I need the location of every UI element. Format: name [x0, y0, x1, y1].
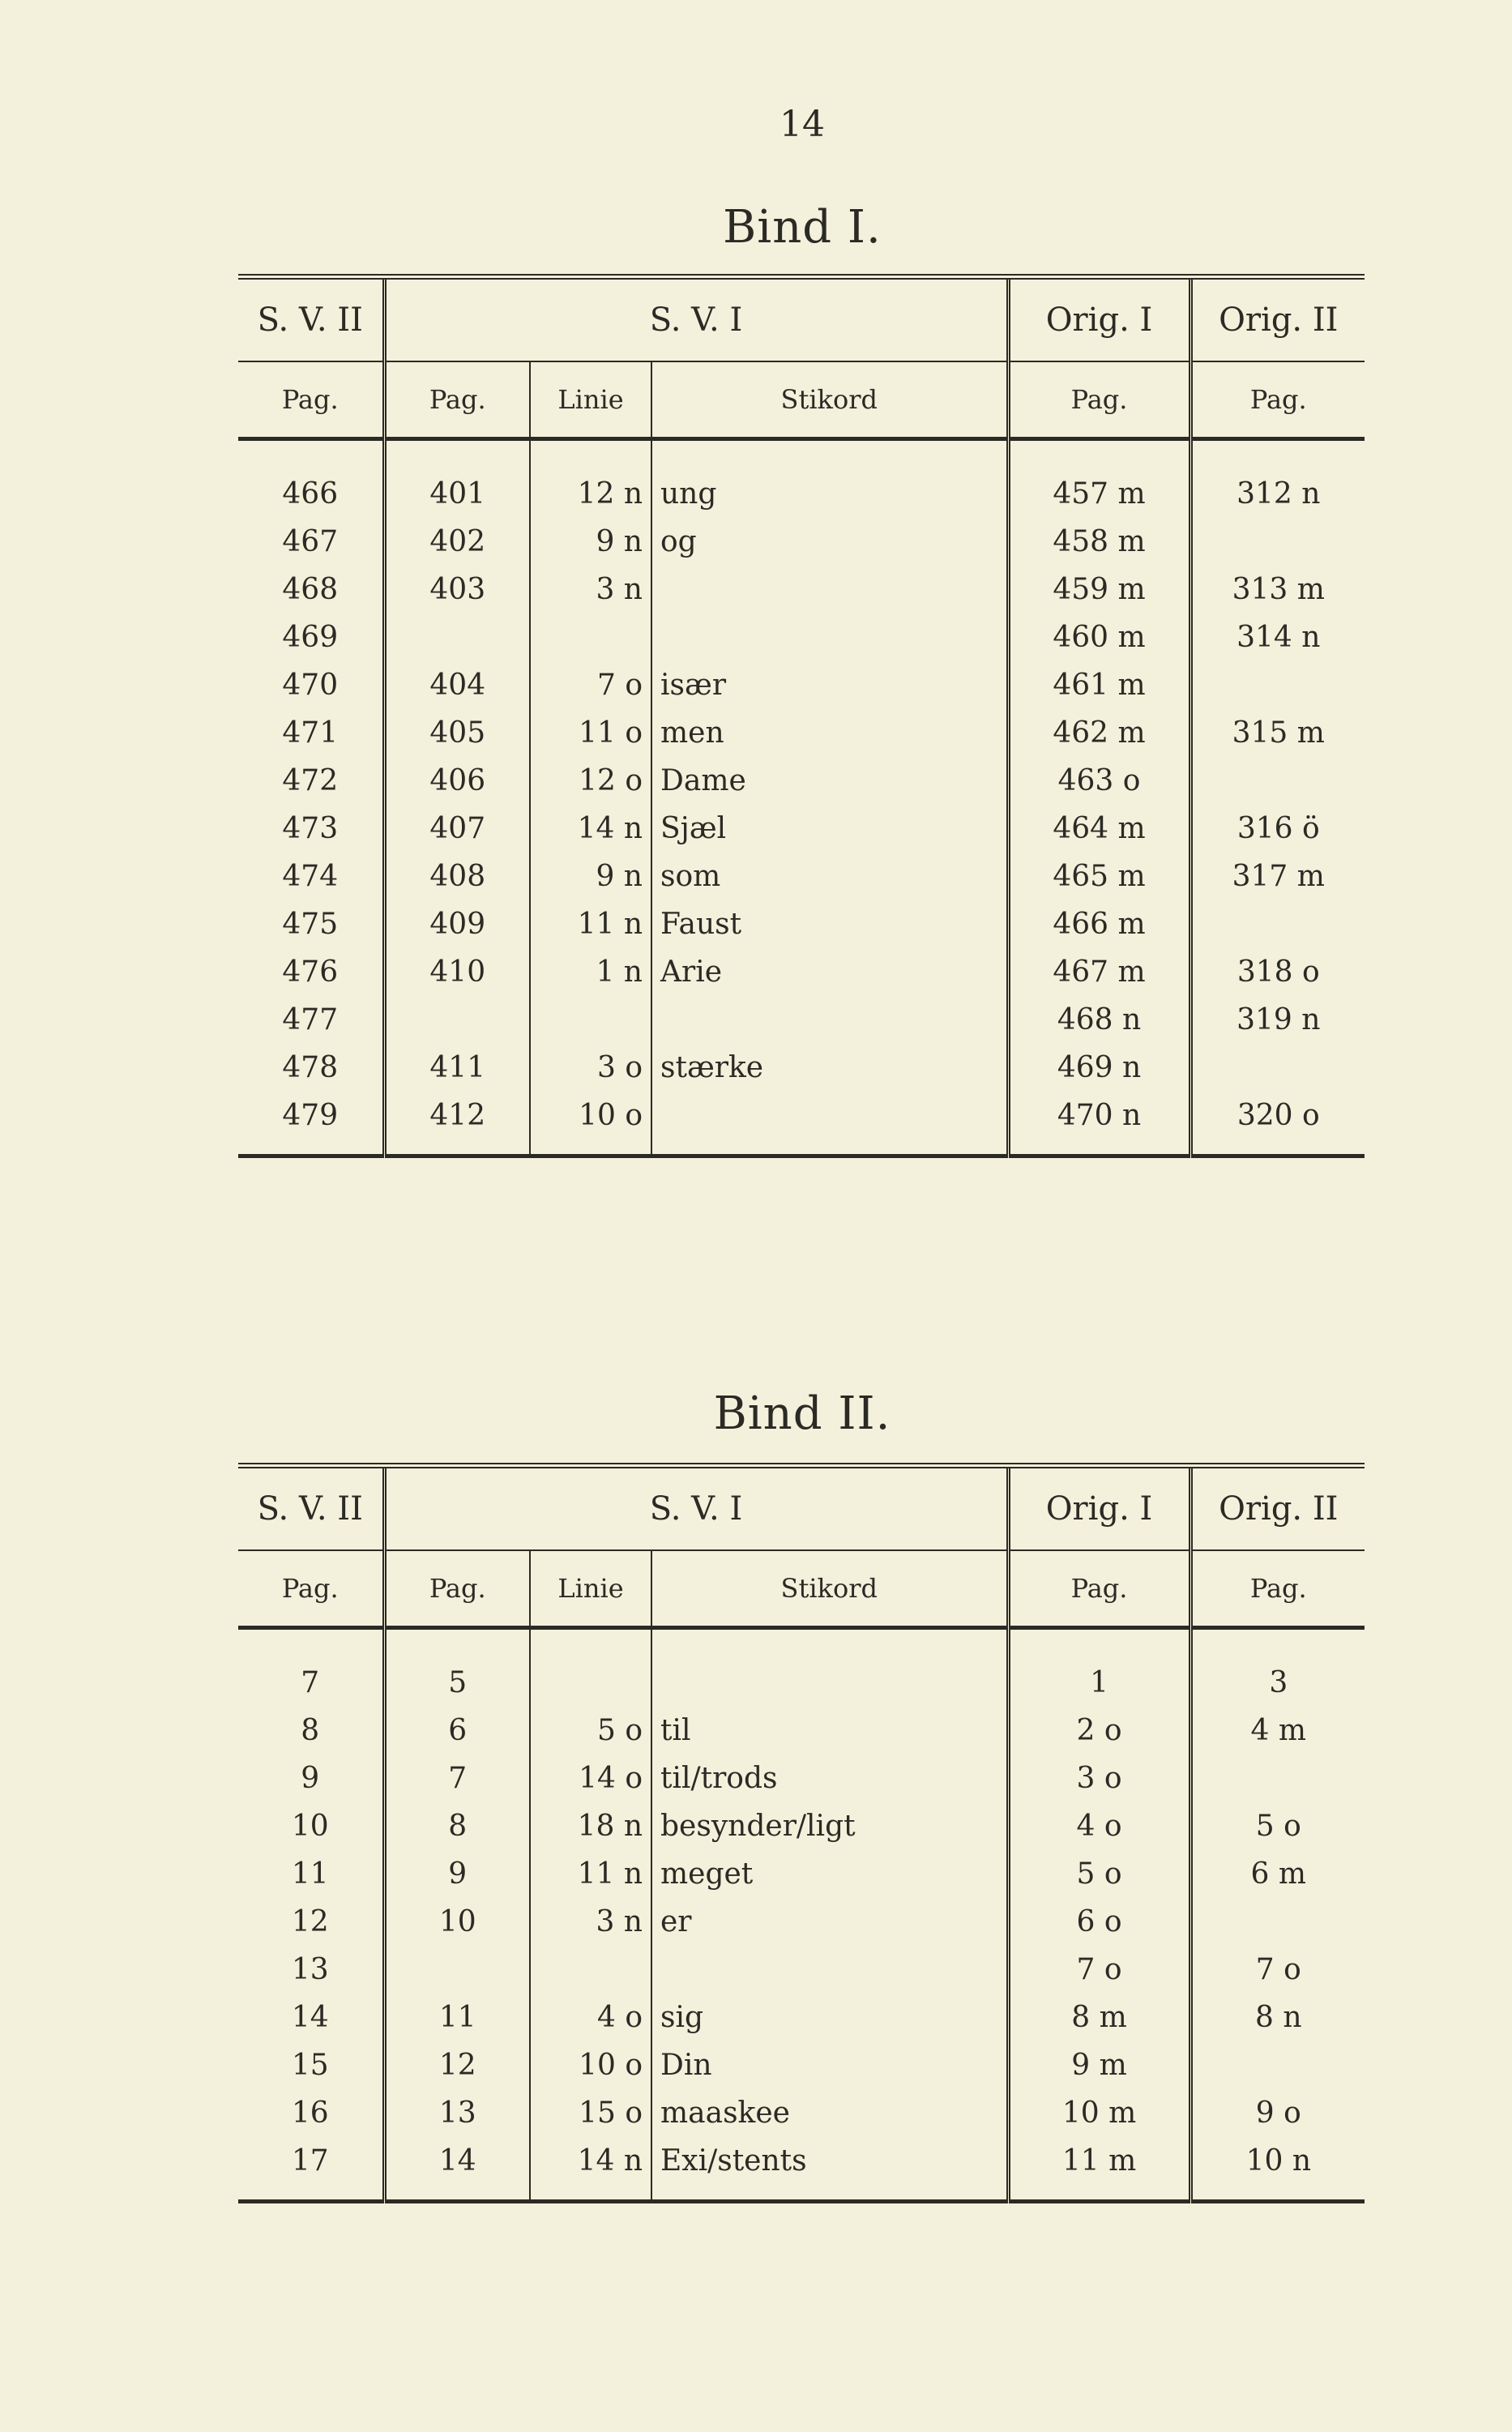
cell-orig2: 3 — [1190, 1659, 1365, 1707]
cell-stik: er — [651, 1898, 1008, 1946]
table-row — [238, 1092, 1365, 1139]
spacer-cell — [1190, 1139, 1365, 1156]
cell-pag2: 8 — [301, 1714, 320, 1747]
cell-linie — [530, 613, 651, 661]
cell-pag1: 11 — [384, 1994, 530, 2041]
header-sub-row — [238, 361, 1365, 439]
index-table-bind-1 — [238, 274, 1365, 1158]
cell-pag2: 473 — [282, 812, 339, 845]
cell-stik: Faust — [651, 900, 1008, 948]
header-sv1: S. V. I — [384, 277, 1008, 362]
cell-pag1: 411 — [384, 1044, 530, 1092]
cell-pag1: 408 — [384, 853, 530, 900]
cell-orig2 — [1190, 1898, 1365, 1946]
cell-stik: til/trods — [651, 1755, 1008, 1802]
table-spacer-row — [238, 1628, 1365, 1660]
cell-pag2: 467 — [282, 525, 339, 558]
cell-pag2: 469 — [282, 621, 339, 654]
cell-orig1: 464 m — [1008, 805, 1190, 853]
cell-orig2 — [1190, 518, 1365, 566]
table-spacer-row — [238, 439, 1365, 471]
spacer-cell — [384, 439, 530, 471]
table-row — [238, 1946, 1365, 1994]
spacer-cell — [651, 1139, 1008, 1156]
cell-orig2: 10 n — [1190, 2137, 1365, 2185]
cell-pag1: 9 — [384, 1850, 530, 1898]
cell-orig2: 317 m — [1190, 853, 1365, 900]
subheader-stikord: Stikord — [651, 361, 1008, 439]
section-title-bind-1: Bind I. — [723, 201, 882, 254]
cell-pag1 — [384, 996, 530, 1044]
cell-orig2: 320 o — [1190, 1092, 1365, 1139]
cell-pag2: 7 — [301, 1666, 320, 1699]
cell-pag2: 10 — [291, 1810, 329, 1843]
cell-pag1: 412 — [384, 1092, 530, 1139]
table-body — [238, 1628, 1365, 2202]
cell-orig2: 319 n — [1190, 996, 1365, 1044]
cell-pag1: 410 — [384, 948, 530, 996]
cell-pag2: 479 — [282, 1099, 339, 1132]
cell-stik: Din — [651, 2041, 1008, 2089]
spacer-cell — [1008, 1139, 1190, 1156]
subheader-stikord: Stikord — [651, 1550, 1008, 1628]
spacer-cell — [530, 1139, 651, 1156]
cell-stik: ung — [651, 470, 1008, 518]
cell-orig2: 4 m — [1190, 1707, 1365, 1755]
cell-pag2: 476 — [282, 955, 339, 989]
cell-pag2: 12 — [291, 1905, 329, 1938]
subheader-pag: Pag. — [1008, 1550, 1190, 1628]
cell-pag1: 407 — [384, 805, 530, 853]
table-row — [238, 2089, 1365, 2137]
spacer-cell — [1008, 439, 1190, 471]
table-row — [238, 1898, 1365, 1946]
cell-orig2 — [1190, 661, 1365, 709]
cell-stik: besynder/ligt — [651, 1802, 1008, 1850]
cell-stik — [651, 1946, 1008, 1994]
cell-pag1: 5 — [384, 1659, 530, 1707]
cell-orig1: 8 m — [1008, 1994, 1190, 2041]
cell-linie: 3 n — [530, 566, 651, 613]
cell-pag2: 17 — [291, 2144, 329, 2178]
spacer-cell — [530, 439, 651, 471]
cell-orig2: 6 m — [1190, 1850, 1365, 1898]
cell-orig1: 461 m — [1008, 661, 1190, 709]
header-sv2: S. V. II — [238, 277, 384, 362]
cell-pag1: 404 — [384, 661, 530, 709]
cell-orig1: 465 m — [1008, 853, 1190, 900]
cell-orig1: 1 — [1008, 1659, 1190, 1707]
cell-orig2: 314 n — [1190, 613, 1365, 661]
cell-pag1: 409 — [384, 900, 530, 948]
table-row — [238, 613, 1365, 661]
spacer-cell — [238, 1139, 384, 1156]
subheader-linie: Linie — [530, 361, 651, 439]
cell-orig1: 11 m — [1008, 2137, 1190, 2185]
cell-linie: 14 n — [530, 805, 651, 853]
header-group-row — [238, 277, 1365, 362]
cell-stik: især — [651, 661, 1008, 709]
subheader-pag: Pag. — [1190, 361, 1365, 439]
cell-stik — [651, 996, 1008, 1044]
cell-linie: 4 o — [530, 1994, 651, 2041]
cell-linie: 9 n — [530, 518, 651, 566]
cell-linie: 11 o — [530, 709, 651, 757]
cell-pag2: 466 — [282, 477, 339, 511]
cell-orig1: 457 m — [1008, 470, 1190, 518]
cell-linie: 14 o — [530, 1755, 651, 1802]
cell-orig2: 315 m — [1190, 709, 1365, 757]
spacer-cell — [238, 1628, 384, 1660]
cell-pag2: 9 — [301, 1762, 320, 1795]
cell-linie: 3 o — [530, 1044, 651, 1092]
cell-stik: maaskee — [651, 2089, 1008, 2137]
cell-pag2: 14 — [291, 2001, 329, 2034]
index-table-bind-2 — [238, 1463, 1365, 2203]
cell-pag2: 470 — [282, 669, 339, 702]
cell-stik: meget — [651, 1850, 1008, 1898]
cell-pag1: 7 — [384, 1755, 530, 1802]
spacer-cell — [384, 1139, 530, 1156]
cell-stik — [651, 566, 1008, 613]
cell-stik: Exi/stents — [651, 2137, 1008, 2185]
cell-orig2: 316 ö — [1190, 805, 1365, 853]
table-row — [238, 996, 1365, 1044]
cell-stik: men — [651, 709, 1008, 757]
cell-orig2: 312 n — [1190, 470, 1365, 518]
cell-orig1: 6 o — [1008, 1898, 1190, 1946]
spacer-cell — [238, 439, 384, 471]
cell-pag1: 406 — [384, 757, 530, 805]
header-sv2: S. V. II — [238, 1466, 384, 1551]
cell-pag1: 402 — [384, 518, 530, 566]
cell-pag1: 12 — [384, 2041, 530, 2089]
spacer-cell — [1008, 2185, 1190, 2202]
cell-pag1: 401 — [384, 470, 530, 518]
cell-pag2: 477 — [282, 1003, 339, 1036]
cell-stik: til — [651, 1707, 1008, 1755]
table-spacer-row — [238, 1139, 1365, 1156]
cell-orig2 — [1190, 1044, 1365, 1092]
cell-orig1: 2 o — [1008, 1707, 1190, 1755]
cell-pag2: 475 — [282, 908, 339, 941]
spacer-cell — [530, 1628, 651, 1660]
table-row — [238, 566, 1365, 613]
cell-stik: sig — [651, 1994, 1008, 2041]
cell-orig2: 318 o — [1190, 948, 1365, 996]
cell-linie: 15 o — [530, 2089, 651, 2137]
cell-linie: 18 n — [530, 1802, 651, 1850]
table-row — [238, 1044, 1365, 1092]
cell-pag2: 16 — [291, 2096, 329, 2130]
table-row — [238, 2137, 1365, 2185]
spacer-cell — [384, 1628, 530, 1660]
table-row — [238, 518, 1365, 566]
table-row — [238, 805, 1365, 853]
spacer-cell — [384, 2185, 530, 2202]
table-row — [238, 2041, 1365, 2089]
spacer-cell — [1008, 1628, 1190, 1660]
cell-orig1: 5 o — [1008, 1850, 1190, 1898]
cell-linie: 12 o — [530, 757, 651, 805]
cell-linie: 10 o — [530, 2041, 651, 2089]
table-row — [238, 1707, 1365, 1755]
cell-linie: 10 o — [530, 1092, 651, 1139]
page-number: 14 — [779, 104, 825, 145]
cell-orig1: 459 m — [1008, 566, 1190, 613]
cell-linie: 5 o — [530, 1707, 651, 1755]
cell-stik — [651, 1659, 1008, 1707]
table-row — [238, 661, 1365, 709]
cell-linie: 1 n — [530, 948, 651, 996]
cell-orig1: 10 m — [1008, 2089, 1190, 2137]
header-orig1: Orig. I — [1008, 277, 1190, 362]
cell-linie — [530, 996, 651, 1044]
cell-linie: 12 n — [530, 470, 651, 518]
subheader-pag: Pag. — [1008, 361, 1190, 439]
cell-linie: 9 n — [530, 853, 651, 900]
subheader-pag: Pag. — [238, 361, 384, 439]
subheader-pag: Pag. — [1190, 1550, 1365, 1628]
cell-pag2: 15 — [291, 2049, 329, 2082]
cell-stik — [651, 1092, 1008, 1139]
cell-orig2 — [1190, 2041, 1365, 2089]
table-row — [238, 1659, 1365, 1707]
subheader-linie: Linie — [530, 1550, 651, 1628]
spacer-cell — [651, 2185, 1008, 2202]
cell-pag1: 403 — [384, 566, 530, 613]
cell-linie — [530, 1946, 651, 1994]
cell-pag2: 472 — [282, 764, 339, 797]
spacer-cell — [1190, 2185, 1365, 2202]
table-row — [238, 709, 1365, 757]
cell-orig1: 4 o — [1008, 1802, 1190, 1850]
cell-linie: 14 n — [530, 2137, 651, 2185]
cell-orig2: 9 o — [1190, 2089, 1365, 2137]
spacer-cell — [1190, 439, 1365, 471]
section-title-bind-2: Bind II. — [713, 1387, 891, 1440]
table-row — [238, 1755, 1365, 1802]
header-sv1: S. V. I — [384, 1466, 1008, 1551]
cell-orig2: 7 o — [1190, 1946, 1365, 1994]
cell-pag1: 10 — [384, 1898, 530, 1946]
cell-pag1: 14 — [384, 2137, 530, 2185]
header-sub-row — [238, 1550, 1365, 1628]
spacer-cell — [1190, 1628, 1365, 1660]
table-body — [238, 439, 1365, 1156]
cell-pag2: 478 — [282, 1051, 339, 1084]
cell-linie: 7 o — [530, 661, 651, 709]
cell-pag1: 6 — [384, 1707, 530, 1755]
table-row — [238, 1850, 1365, 1898]
cell-orig2: 313 m — [1190, 566, 1365, 613]
cell-orig1: 462 m — [1008, 709, 1190, 757]
cell-orig1: 469 n — [1008, 1044, 1190, 1092]
spacer-cell — [651, 1628, 1008, 1660]
cell-pag1: 13 — [384, 2089, 530, 2137]
cell-orig1: 9 m — [1008, 2041, 1190, 2089]
cell-orig1: 3 o — [1008, 1755, 1190, 1802]
cell-linie: 11 n — [530, 900, 651, 948]
cell-orig2: 8 n — [1190, 1994, 1365, 2041]
cell-pag2: 471 — [282, 716, 339, 750]
table-row — [238, 900, 1365, 948]
cell-stik — [651, 613, 1008, 661]
subheader-pag: Pag. — [238, 1550, 384, 1628]
spacer-cell — [238, 2185, 384, 2202]
cell-orig2: 5 o — [1190, 1802, 1365, 1850]
header-orig1: Orig. I — [1008, 1466, 1190, 1551]
cell-orig1: 463 o — [1008, 757, 1190, 805]
cell-pag2: 13 — [291, 1953, 329, 1986]
cell-linie: 3 n — [530, 1898, 651, 1946]
cell-orig1: 467 m — [1008, 948, 1190, 996]
table-row — [238, 470, 1365, 518]
spacer-cell — [530, 2185, 651, 2202]
cell-stik: Dame — [651, 757, 1008, 805]
table-row — [238, 1802, 1365, 1850]
cell-linie: 11 n — [530, 1850, 651, 1898]
cell-orig1: 460 m — [1008, 613, 1190, 661]
cell-pag1 — [384, 1946, 530, 1994]
subheader-pag: Pag. — [384, 1550, 530, 1628]
cell-linie — [530, 1659, 651, 1707]
cell-pag2: 468 — [282, 573, 339, 606]
cell-orig1: 7 o — [1008, 1946, 1190, 1994]
cell-stik: stærke — [651, 1044, 1008, 1092]
cell-orig1: 470 n — [1008, 1092, 1190, 1139]
cell-pag1: 405 — [384, 709, 530, 757]
table-row — [238, 948, 1365, 996]
cell-stik: Arie — [651, 948, 1008, 996]
cell-pag1: 8 — [384, 1802, 530, 1850]
table-spacer-row — [238, 2185, 1365, 2202]
cell-pag2: 11 — [291, 1857, 329, 1891]
table-row — [238, 853, 1365, 900]
cell-orig1: 458 m — [1008, 518, 1190, 566]
cell-stik: og — [651, 518, 1008, 566]
cell-pag2: 474 — [282, 860, 339, 893]
cell-orig1: 468 n — [1008, 996, 1190, 1044]
subheader-pag: Pag. — [384, 361, 530, 439]
cell-orig2 — [1190, 1755, 1365, 1802]
cell-pag1 — [384, 613, 530, 661]
header-orig2: Orig. II — [1190, 277, 1365, 362]
cell-orig2 — [1190, 900, 1365, 948]
header-group-row — [238, 1466, 1365, 1551]
spacer-cell — [651, 439, 1008, 471]
table-row — [238, 1994, 1365, 2041]
cell-orig2 — [1190, 757, 1365, 805]
cell-stik: Sjæl — [651, 805, 1008, 853]
table-row — [238, 757, 1365, 805]
header-orig2: Orig. II — [1190, 1466, 1365, 1551]
cell-orig1: 466 m — [1008, 900, 1190, 948]
cell-stik: som — [651, 853, 1008, 900]
